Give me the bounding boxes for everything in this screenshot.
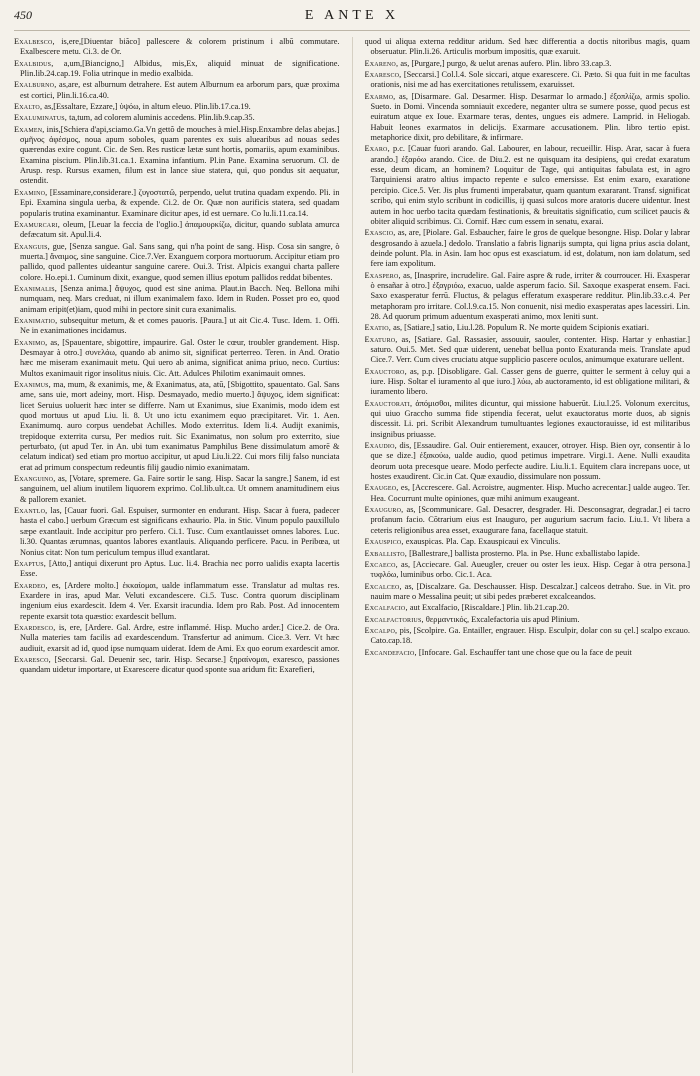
dictionary-entry <box>14 316 340 337</box>
entry-headword: Exardesco, <box>14 622 56 632</box>
entry-text: exauspicas. Pla. Cap. Exauspicaui ex Vinculis. <box>405 537 561 547</box>
entry-headword: Exaptus, <box>14 558 47 568</box>
entry-headword: Exanimalis, <box>14 283 58 293</box>
entry-headword: Exanimus, <box>14 380 51 389</box>
entry-text: as, are, [Piolare. Gal. Esbaucher, faire le gros de quelque besongne. Hisp. Dolar y labrar desgrosando à azuela.] dedolo. Translatio a fabris lignarijs sumpta, qui ligna prius ascia dolant, deinde polunt. Pla. in Asin. Iam hoc opus est exasciatum. id est, dolatum, non iam dolatum, sed fere iam expolitum. <box>370 228 690 269</box>
entry-headword: Excaeco, <box>364 559 398 569</box>
dictionary-entry <box>14 623 340 654</box>
dictionary-entry <box>365 537 691 547</box>
entry-headword: Exantlo, <box>14 506 48 516</box>
dictionary-entry <box>365 228 691 269</box>
entry-headword: Exaluminatus, <box>14 113 68 123</box>
dictionary-entry <box>365 37 691 58</box>
dictionary-entry <box>365 367 691 398</box>
entry-headword: Exaresco, <box>364 70 402 80</box>
dictionary-entry <box>14 59 340 80</box>
dictionary-entry <box>365 582 691 603</box>
entry-headword: Exauctoro, <box>364 366 407 376</box>
left-column <box>14 37 340 1073</box>
entry-text: as, [Acciecare. Gal. Aueugler, creuer ou oster les ieux. Hisp. Cegar à otra persona.] τυφλόω, luminibus orbo. Cic.1. Aca. <box>370 559 690 580</box>
entry-headword: Excalceo, <box>364 581 402 591</box>
entry-text: las, [Cauar fuori. Gal. Espuiser, surmonter en endurant. Hisp. Sacar à fuera, padecer hasta el cabo.] uerbum Græcum est significans exhaurio. Pla. in Stic. Vinum populo pauxillulo sæpe exantlauit. Inde accipitur pro perfero. Ci.1. Tusc. Cum exantlauisset omnes labores. Luc. li.30. Quantas ærumnas, quantos labores exantlauis. Aliquando perficere. Pacu. in Peribœa, ut Nonius citat: Non tum periculum tempus illud exantlarat. <box>20 506 340 557</box>
dictionary-entry <box>365 615 691 625</box>
entry-headword: Excalfactorius, <box>364 614 424 624</box>
entry-text: as, [Inasprire, incrudelire. Gal. Faire aspre & rude, irriter & courroucer. Hi. Exasperar ò ensañar à otro.] ἐξαγριόω, exacuo, ualde asperum facio. Sil. Saxoque exasperat ensem. Faci. Saxo exasperatur ferrū. Fluctus, & pelagus efferatum exasperare redditur. Plin.lib.33.c.4. Per metaphoram pro irritare. Col.l.9.ca.15. Non conuenit, nisi medio exasperatas apes lacessiri. Lin. 28. Ad quorum primum aduentum exasperati animo, mox leniti sunt. <box>370 270 690 321</box>
entry-headword: Exaro, <box>364 144 390 154</box>
entry-headword: Exarmo, <box>364 91 396 101</box>
entry-text: [Essaminare,considerare.] ζυγοστατῶ, perpendo, uelut trutina quadam expendo. Pli. in Epi. Examina singula uerba, & expende. Ci.2. de Or. Quæ non aurificis statera, sed quadam popularis trutina examinantur. Examinare dicitur apes, id est uernare. Co lu.li.11.ca.14. <box>20 187 340 218</box>
entry-text: quod ui aliqua externa redditur aridum. Sed hæc differentia a doctis nitoribus magis, quam obseruatur. Plin.li.26. Articulis morbum impositis, quæ exaruit. <box>364 37 690 57</box>
entry-text: [Infocare. Gal. Eschauffer tant une chose que ou la face de peuit <box>418 647 632 657</box>
dictionary-entry <box>14 474 340 505</box>
entry-headword: Exalburno, <box>14 80 57 90</box>
dictionary-entry <box>365 59 691 69</box>
entry-text: [Seccarsi.] Col.l.4. Sole siccari, atque exarescere. Ci. Pæto. Si qua fuit in me facultas orationis, nisi me ad has exercitationes retulissem, exaruisset. <box>370 70 690 90</box>
dictionary-entry <box>365 560 691 581</box>
entry-text: [Senza anima.] ἄψυχος, quod est sine anima. Plaut.in Bacch. Neq. Bellona mihi numquam, neq. Mars creduat, ni illum exanimalem faxo. Idem in Ruden. Posset pro eo, quod animam eripit(et)iam, quod mihi in pectore sinit cura exanimalis. <box>20 283 340 314</box>
entry-text: p.c. [Cauar fuori arando. Gal. Labourer, en labour, recueillir. Hisp. Arar, sacar à fuera arando.] ἐξαρόω arando. Cice. de Diu.2. est ne quisquam ita desipiens, qui credat exaratum esse, deum dicam, an hominem? Loquitur de Tage, qui antiquitas fabulata est, in agro Tarquiniensi aratro altius impacto repente e sulco emersisse. Est enim exaro, exaratione percipio. Cice.5. Ver. Jis plus frumenti imperabatur, quam quantum exararant. Transf. significat scribo, qui enim stylo scribunt in codicillis, ij quasi sulcos more aratoris ducere uidentur. Inest autem in hoc uerbo tacita quædam festinationis, & breuitatis significatio, cum scilicet paucis & obiter aliquid scribimus. Ci. Cornif. Hæc cum essem in senatu, exarai. <box>370 144 690 226</box>
entry-text: is,ere,[Diuentar biãco] pallescere & colorem pristinum i albū commutare. Exalbescere metu. Ci.3. de Or. <box>20 37 340 57</box>
dictionary-entry <box>365 271 691 323</box>
entry-text: [Ballestrare,] ballista prosterno. Pla. in Pse. Hunc exballistabo lapide. <box>409 548 640 558</box>
entry-text: inis,[Schiera d'api,sciamo.Ga.Vn gettõ de mouches à miel.Hisp.Enxambre delas abejas.] σμῆνος ἀφέσμος, noua apum soboles, quam parentes ex suis aluearibus ad nouas sedes quærendas exire cogunt. Cic. de Sen. Res rusticæ lætæ sunt hortis, pomariis, apum examinibus. Examina piscium. Plin.lib.31.ca.1. Examina infantium. Pl.in Pane. Examina seruorum. Cl. de Arusp. resp. Rursus examen, filum est in lance siue statera, qui, quo pondus sit aequatur, ostendit. <box>20 124 340 186</box>
entry-headword: Exascio, <box>364 228 396 238</box>
entry-headword: Examen, <box>14 124 45 134</box>
entry-headword: Excandefacio, <box>364 647 417 657</box>
entry-headword: Exauspico, <box>364 537 404 547</box>
entry-text: as, [Scommunicare. Gal. Desacrer, desgrader. Hi. Desconsagrar, degradar.] ei tacro profanum facio. Cōtrarium eius est Inauguro, per augurium sacrum facio. Liu.1. Vt libera a ceteris religionibus area esset, exaugurare fana, facellaque statuit. <box>370 505 690 535</box>
entry-headword: Examurcari, <box>14 219 61 229</box>
entry-text: a,um,[Biancigno,] Albidus, mis,Ex, aliquid minuat de significatione. Plin.lib.24.cap.19. Folia utrinque in medio exalbida. <box>20 58 340 79</box>
dictionary-entry <box>14 338 340 379</box>
entry-text: as, [Votare, spremere. Ga. Faire sortir le sang. Hisp. Sacar la sangre.] Sanem, id est sanguinem, uel alium inutilem liquorem exprimo. Col.lib.ult.ca. Ut omnem anamitudinem eius & pallorem exaniet. <box>20 474 340 504</box>
page-number: 450 <box>14 8 32 22</box>
dictionary-entry <box>14 581 340 622</box>
entry-headword: Exaresco, <box>14 654 51 664</box>
dictionary-entry <box>365 323 691 333</box>
entry-text: as, [Satiare. Gal. Rassasier, assouuir, saouler, contenter. Hisp. Hartar y enhastiar.] saturo. Oui.5. Met. Sed quæ uiderent, uenebat bellua ponto Exaturanda meis. Translate apud Cice.7. Verr. Cum cives cruciatu atque supplicio pascere oculos, animumque exaturare uellent. <box>370 334 690 365</box>
entry-headword: Exaudio, <box>364 441 397 451</box>
entry-text: gue, [Senza sangue. Gal. Sans sang, qui n'ha point de sang. Hisp. Cosa sin sangre, ò muerta.] ἄναιμος, sine sanguine. Cice.7.Ver. Exanguem corpora mortuorum. Accipitur etiam pro pallido, quod pallentes uideantur sanguine carere. Oui.3. Trist. Alpicis exangui charta pallere colore. Ho.epi.1. Cuminum dixit, exangue, quod semen illius epotum pallidos reddat bibentes. <box>20 241 340 282</box>
entry-text: ma, mum, & exanimis, me, & Exanimatus, ata, atū, [Sbigottito, spauentato. Gal. Sans ame, sans uie, mort adeiny, mort. Hisp. Desmayado, medio muerto.] ἄψυχος, idem significat: licet Seruius uoluerit hæc inter se differre. Nam ut Exanimus, siue Exanimis, modo idem est quod mortuus ut apud Liu. li. 8. Ut uno ictu exanimem equo præcipitaret. Vir. 1. Aen. Exanimumq. auro corpus uendebat Achilles. Modo exterritus. Idem li.4. Audijt exanimis, trepidoque exterrita cursu, Per medios ruit. Sic Exanimatus, non solum pro exterrito, siue perturbato, (ut apud Ter. in An. ubi tum exanimatus Pamphilus Bene dissimulatum amorē & celatum indicat) sed etiam pro mortuo accipitur, ut apud Liu.li.22. Cui mors filij falso nunciata erat ad primum conspectum redeuntis filij gaudio nimio exanimatam. <box>20 380 340 472</box>
entry-headword: Exballisto, <box>364 548 408 558</box>
entry-text: aut Excalfacio, [Riscaldare.] Plin. lib.21.cap.20. <box>409 603 570 613</box>
entry-headword: Exaturo, <box>364 334 398 344</box>
entry-headword: Exalbidus, <box>14 58 54 68</box>
entry-text: as,[Essaltare, Ezzare,] ὑψόω, in altum eleuo. Plin.lib.17.ca.19. <box>44 102 251 112</box>
dictionary-entry <box>14 655 340 676</box>
dictionary-entry <box>365 399 691 440</box>
dictionary-entry <box>365 648 691 658</box>
entry-headword: Exardeo, <box>14 580 48 590</box>
running-head <box>14 8 690 31</box>
entry-text: as, [Spauentare, sbigottire, impaurire. Gal. Oster le cœur, troubler grandement. Hisp. Desmayar à otro.] συνελάω, quando ab animo sit, significat perterreo. Teren. in And. Oratio hæc me miseram exanimauit metu. Qui uero ab anima, significat anima priuo, neco. Curtius: Multos exanimauit rigor insolitus niuis. Cic. Att. Adulces Philotim exanimauit omnes. <box>20 337 340 378</box>
dictionary-entry <box>365 70 691 91</box>
entry-headword: Exalto, <box>14 102 43 112</box>
dictionary-entry <box>365 144 691 227</box>
entry-headword: Exanimo, <box>14 337 48 347</box>
entry-text: as,are, est alburnum detrahere. Est autem Alburnum ea arborum pars, quæ proxima est cortici, Plin.li.16.ca.40. <box>20 80 340 100</box>
dictionary-entry <box>365 603 691 613</box>
entry-headword: Examino, <box>14 187 48 197</box>
dictionary-entry <box>365 549 691 559</box>
entry-text: [Atto,] antiqui dixerunt pro Aptus. Luc. li.4. Brachia nec porro ualidis exapta lacertis Esse. <box>20 558 340 579</box>
entry-text: oleum, [Leuar la feccia de l'oglio.] ἀπαμουρκίζω, dicitur, quando sublata amurca defæcatum sit. Apul.li.4. <box>20 219 340 240</box>
running-title: E ANTE X <box>304 8 400 23</box>
entry-text: es, [Ardere molto.] ἐκκαίομαι, ualde inflammatum esse. Translatur ad multas res. Exardere in iras, apud Mar. Veluti excandescere. Ci.5. Tusc. Contra quorum disciplinam ingenium eius exardescit. Idem 4. Ver. Exarsit iracundia. Idem pro Rab. Post. Ad innocentem repente exarsit tota quæstio: exardescit bellum. <box>20 580 340 621</box>
entry-headword: Exauguro, <box>364 505 404 515</box>
right-column <box>365 37 691 1073</box>
dictionary-entry <box>365 92 691 144</box>
entry-headword: Exalbesco, <box>14 37 55 46</box>
entry-text: subsequitur metum, & et comes pauoris. [Paura.] ut ait Cic.4. Tusc. Idem. 1. Offi. Ne in exanimationes incidamus. <box>20 315 340 336</box>
entry-headword: Exanguino, <box>14 474 56 484</box>
column-divider <box>352 37 353 1073</box>
entry-headword: Excalfacio, <box>364 603 408 613</box>
dictionary-entry <box>14 37 340 58</box>
dictionary-entry <box>365 483 691 504</box>
entry-headword: Exanguis, <box>14 241 50 251</box>
entry-text: as, [Disarmare. Gal. Desarmer. Hisp. Desarmar lo armado.] ἐξοπλίζω, armis spolio. Sueto. in Domi. Vincenda somniauit excedere, neganter ultra se sumere posse, quod pecus est euiratum atque ex Ioue. Exarmare teras, dentes, ungues eis admere. Lamprid. in Heliogab. Habuit leones exarmatos in delicijs. Exarmare accusationem. Plin. libro tertio epist. metaphorice dixit, pro debilitare, & infirmare. <box>370 91 690 143</box>
entry-headword: Excalpo, <box>364 625 398 635</box>
dictionary-entry <box>365 626 691 647</box>
entry-text: ta,tum, ad colorem aluminis accedens. Plin.lib.9.cap.35. <box>69 113 255 123</box>
entry-headword: Exanimatio, <box>14 315 58 325</box>
entry-text: pis, [Scolpire. Ga. Entailler, engrauer. Hisp. Esculpir, dolar con su çel.] scalpo excauo. Cato.cap.18. <box>370 625 690 646</box>
dictionary-entry <box>14 559 340 580</box>
entry-text: es, [Accrescere. Gal. Acroistre, augmenter. Hisp. Mucho acrecentar.] ualde augeo. Ter. Hea. Cocurrunt multe opiniones, quæ mihi animum exaugeant. <box>370 483 690 503</box>
entry-text: as, [Purgare,] purgo, & uelut arenas aufero. Plin. libro 33.cap.3. <box>400 58 612 68</box>
entry-headword: Exatio, <box>364 323 392 333</box>
entry-text: θερμαντικός, Excalefactoria uis apud Plinium. <box>425 614 580 624</box>
dictionary-entry <box>14 113 340 123</box>
dictionary-entry <box>14 284 340 315</box>
dictionary-entry <box>14 506 340 558</box>
entry-text: as, [Discalzare. Ga. Deschausser. Hisp. Descalzar.] calceos detraho. Sue. in Vit. pro nauim mare o Messalina peuit; ut sibi pedes præberet excalceandos. <box>370 581 690 601</box>
dictionary-entry <box>14 242 340 283</box>
entry-text: [Seccarsi. Gal. Deuenir sec, tarir. Hisp. Secarse.] ξηραίνομαι, exaresco, passiones quandam uidetur importare, ut Exarescere dicatur quod sponte sua aridum fit: Exarefieri, <box>20 654 340 675</box>
dictionary-entry <box>14 125 340 187</box>
dictionary-entry <box>365 441 691 482</box>
entry-headword: Exaugeo, <box>364 483 399 493</box>
dictionary-entry <box>14 80 340 101</box>
dictionary-entry <box>365 505 691 536</box>
entry-headword: Exaspero, <box>364 270 401 280</box>
dictionary-entry <box>14 102 340 112</box>
entry-headword: Exauctorati, <box>364 398 413 408</box>
entry-text: is, ere, [Ardere. Gal. Ardre, estre inflammé. Hisp. Mucho arder.] Cice.2. de Ora. Nulla materies tam facilis ad exardescendum. Transfertur ad animum. Cice.3. Verr. Vt hæc audiuit, exarsit ad id, quod ipse numquam uiderat. Idem de Ami. Ex quo eorum exardescit amor. <box>20 622 340 653</box>
entry-text: as, [Satiare,] satio, Liu.l.28. Populum R. Ne morte quidem Scipionis exatiari. <box>393 323 649 333</box>
entry-headword: Exareno, <box>364 58 399 68</box>
dictionary-entry <box>14 220 340 241</box>
text-columns <box>14 37 690 1073</box>
entry-text: as, p.p. [Disobligare. Gal. Casser gens de guerre, quitter le serment à celuy qui a iure. Hisp. Soltar el iuramento al que iuro.] λύω, ab auctoramento, id est obligatione militari, & iuramento libero. <box>370 366 690 397</box>
dictionary-entry <box>14 188 340 219</box>
entry-text: dis, [Essaudire. Gal. Ouir entierement, exaucer, otroyer. Hisp. Bien oyr, consentir à lo que se dize.] ἐξακούω, ualde audio, quod petimus impetrare. Virgi.1. Aene. Nulli exaudita deorum uota precesque ueare. Modo perfecte audire. Liu.li.1. Equitem clara increpans uoce, ut hostes exaudirent. Cic.in Cat. Quæ exaudio, dissimulare non possum. <box>370 441 690 482</box>
entry-text: ἀπόμισθοι, milites dicuntur, qui missione habuerūt. Liu.l.25. Volonum exercitus, qui uiuo Graccho summa fide stipendia fecerat, uelut exauctoratus morte duos, ab signis discessit. Li. pri. Scribit Alexandrum tumultuantes legiones exauctorauisse, id est militaribus insignibus priuasse. <box>370 398 690 439</box>
dictionary-entry <box>14 380 340 473</box>
dictionary-entry <box>365 335 691 366</box>
